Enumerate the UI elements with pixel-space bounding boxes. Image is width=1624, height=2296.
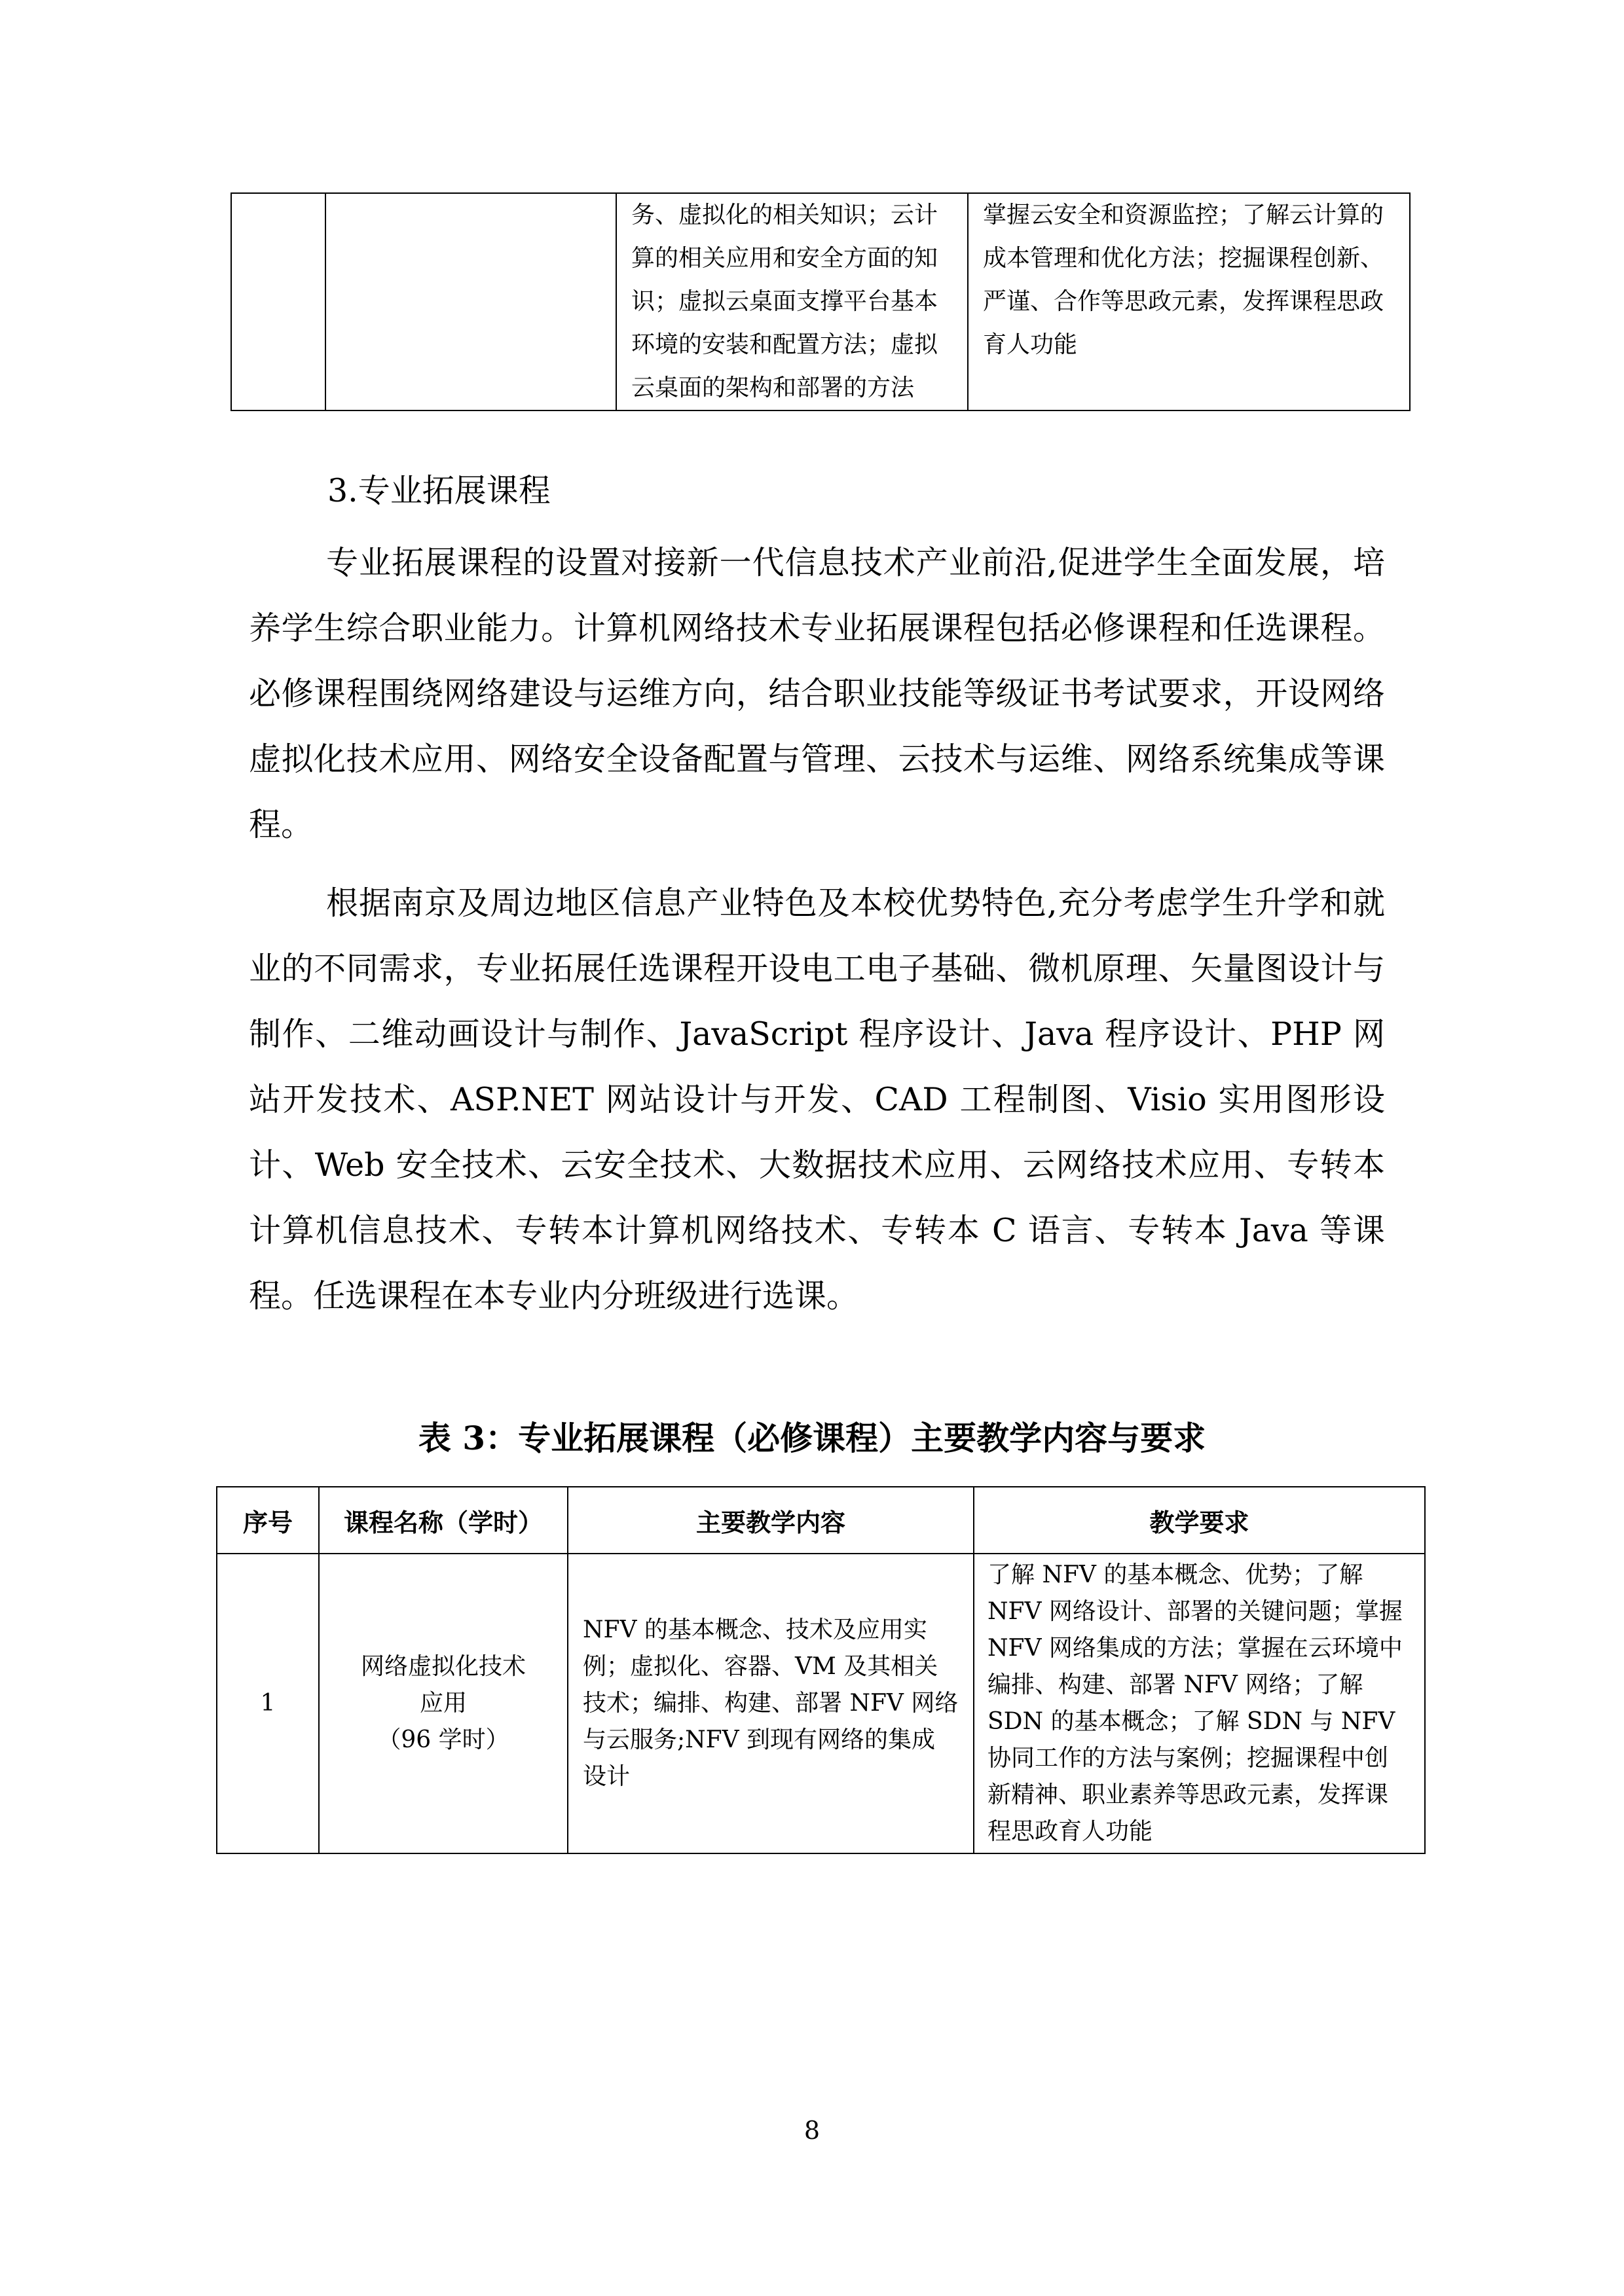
section-heading: 3.专业拓展课程	[327, 472, 551, 509]
page-number: 8	[803, 2116, 821, 2145]
table-row	[231, 193, 1410, 410]
course-name-line: 网络虚拟化技术	[360, 1653, 526, 1680]
header-number: 序号	[217, 1487, 319, 1554]
table-row	[217, 1554, 1425, 1853]
requirements-cell: 掌握云安全和资源监控；了解云计算的成本管理和优化方法；挖掘课程创新、严谨、合作等思政元素，发挥课程思政育人功能	[968, 193, 1410, 410]
content-cell: NFV 的基本概念、技术及应用实例；虚拟化、容器、VM 及其相关技术；编排、构建、部署 NFV 网络与云服务;NFV 到现有网络的集成设计	[568, 1554, 974, 1853]
header-requirements: 教学要求	[974, 1487, 1425, 1554]
table-cell	[325, 193, 616, 410]
header-course-name: 课程名称（学时）	[319, 1487, 568, 1554]
content-cell: 务、虚拟化的相关知识；云计算的相关应用和安全方面的知识；虚拟云桌面支撑平台基本环境的安装和配置方法；虚拟云桌面的架构和部署的方法	[616, 193, 968, 410]
requirements-cell: 了解 NFV 的基本概念、优势；了解 NFV 网络设计、部署的关键问题；掌握 NFV 网络集成的方法；掌握在云环境中编排、构建、部署 NFV 网络；了解 SDN 的基本概念；了解 SDN 与 NFV 协同工作的方法与案例；挖掘课程中创新精神、职业素养等思政元素，发挥课程思政育人功能	[974, 1554, 1425, 1853]
course-hours: （96 学时）	[377, 1726, 509, 1753]
table-header-row	[217, 1487, 1425, 1554]
row-number: 1	[217, 1554, 319, 1853]
course-name-cell	[319, 1554, 568, 1853]
header-content: 主要教学内容	[568, 1487, 974, 1554]
table-cell	[231, 193, 325, 410]
paragraph: 专业拓展课程的设置对接新一代信息技术产业前沿,促进学生全面发展，培养学生综合职业能力。计算机网络技术专业拓展课程包括必修课程和任选课程。必修课程围绕网络建设与运维方向，结合职业技能等级证书考试要求，开设网络虚拟化技术应用、网络安全设备配置与管理、云技术与运维、网络系统集成等课程。	[249, 544, 1385, 843]
course-table	[216, 1486, 1426, 1854]
paragraph: 根据南京及周边地区信息产业特色及本校优势特色,充分考虑学生升学和就业的不同需求，专业拓展任选课程开设电工电子基础、微机原理、矢量图设计与制作、二维动画设计与制作、JavaScript 程序设计、Java 程序设计、PHP 网站开发技术、ASP.NET 网站设计与开发、CAD 工程制图、Visio 实用图形设计、Web 安全技术、云安全技术、大数据技术应用、云网络技术应用、专转本计算机信息技术、专转本计算机网络技术、专转本 C 语言、专转本 Java 等课程。任选课程在本专业内分班级进行选课。	[249, 884, 1385, 1315]
table-caption: 表 3：专业拓展课程（必修课程）主要教学内容与要求	[418, 1419, 1206, 1457]
continuation-table	[231, 192, 1411, 411]
course-name-line: 应用	[419, 1690, 467, 1717]
